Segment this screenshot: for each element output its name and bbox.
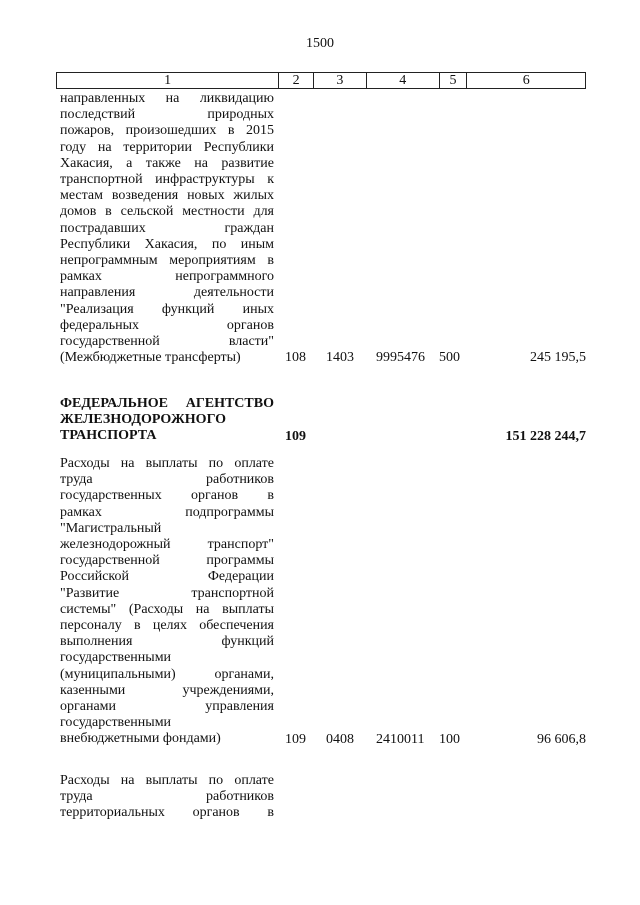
row-values (60, 350, 590, 366)
target-article-code: 2410011 (376, 731, 425, 747)
amount: 96 606,8 (537, 731, 586, 747)
description-line: Российской Федерации (60, 569, 274, 585)
expense-type-code: 100 (439, 731, 460, 747)
description-line: транспортной инфраструктуры к (60, 172, 274, 188)
description-line: рамках подпрограммы (60, 504, 274, 520)
description-line: (муниципальными) органами, (60, 666, 274, 682)
column-header-2: 2 (279, 73, 314, 88)
row-values (60, 732, 590, 748)
amount: 151 228 244,7 (505, 428, 586, 444)
description-line: (Межбюджетные трансферты) (60, 350, 241, 366)
description-line: непрограммным мероприятиям в (60, 253, 274, 269)
description-line: домов в сельской местности для (60, 204, 274, 220)
description-line: органами управления (60, 699, 274, 715)
description-line: направленных на ликвидацию (60, 91, 274, 106)
description-line: Республики Хакасия, по иным (60, 236, 274, 252)
expense-type-code: 500 (439, 350, 460, 366)
description-line: труда работников (60, 789, 274, 805)
section-code: 0408 (326, 731, 354, 747)
description-line: системы" (Расходы на выплаты (60, 601, 274, 617)
row-values (60, 429, 590, 445)
description-line: ЖЕЛЕЗНОДОРОЖНОГО (60, 412, 227, 428)
table-row (60, 773, 590, 822)
description-line: пожаров, произошедших в 2015 (60, 123, 274, 139)
column-header-5: 5 (440, 73, 468, 88)
target-article-code: 9995476 (376, 350, 425, 366)
section-code: 1403 (326, 350, 354, 366)
table-row-agency-heading (60, 396, 590, 445)
description-line: ФЕДЕРАЛЬНОЕ АГЕНТСТВО (60, 396, 274, 411)
description-line: году на территории Республики (60, 139, 274, 155)
description-line: казенными учреждениями, (60, 682, 274, 698)
description-line: территориальных органов в (60, 805, 274, 821)
description-line: ТРАНСПОРТА (60, 428, 157, 444)
description-line: выполнения функций (60, 634, 274, 650)
description-line: "Магистральный (60, 520, 162, 536)
description-line: рамках непрограммного (60, 269, 274, 285)
page-number: 1500 (306, 36, 334, 51)
description-line: государственными (60, 650, 172, 666)
row-description (60, 456, 274, 748)
description-line: пострадавших граждан (60, 220, 274, 236)
description-line: "Реализация функций иных (60, 301, 274, 317)
row-description (60, 91, 274, 366)
description-line: персоналу в целях обеспечения (60, 618, 274, 634)
column-header-3: 3 (314, 73, 367, 88)
description-line: Расходы на выплаты по оплате (60, 773, 274, 788)
description-line: железнодорожный транспорт" (60, 537, 274, 553)
table-row (60, 91, 590, 366)
agency-code: 109 (285, 731, 306, 747)
description-line: внебюджетными фондами) (60, 731, 221, 747)
description-line: направления деятельности (60, 285, 274, 301)
table-row (60, 456, 590, 748)
description-line: государственными (60, 715, 172, 731)
agency-code: 108 (285, 350, 306, 366)
amount: 245 195,5 (530, 350, 586, 366)
table-header-row (56, 72, 586, 89)
column-header-6: 6 (522, 73, 530, 88)
description-line: государственной власти" (60, 334, 274, 350)
description-line: федеральных органов (60, 317, 274, 333)
column-header-1: 1 (57, 73, 279, 88)
row-description (60, 773, 274, 822)
agency-code: 109 (285, 428, 306, 444)
description-line: труда работников (60, 472, 274, 488)
description-line: государственных органов в (60, 488, 274, 504)
description-line: "Развитие транспортной (60, 585, 274, 601)
description-line: местам возведения новых жилых (60, 188, 274, 204)
description-line: государственной программы (60, 553, 274, 569)
description-line: Хакасия, а также на развитие (60, 155, 274, 171)
description-line: Расходы на выплаты по оплате (60, 456, 274, 471)
description-line: последствий природных (60, 107, 274, 123)
column-header-4: 4 (367, 73, 440, 88)
